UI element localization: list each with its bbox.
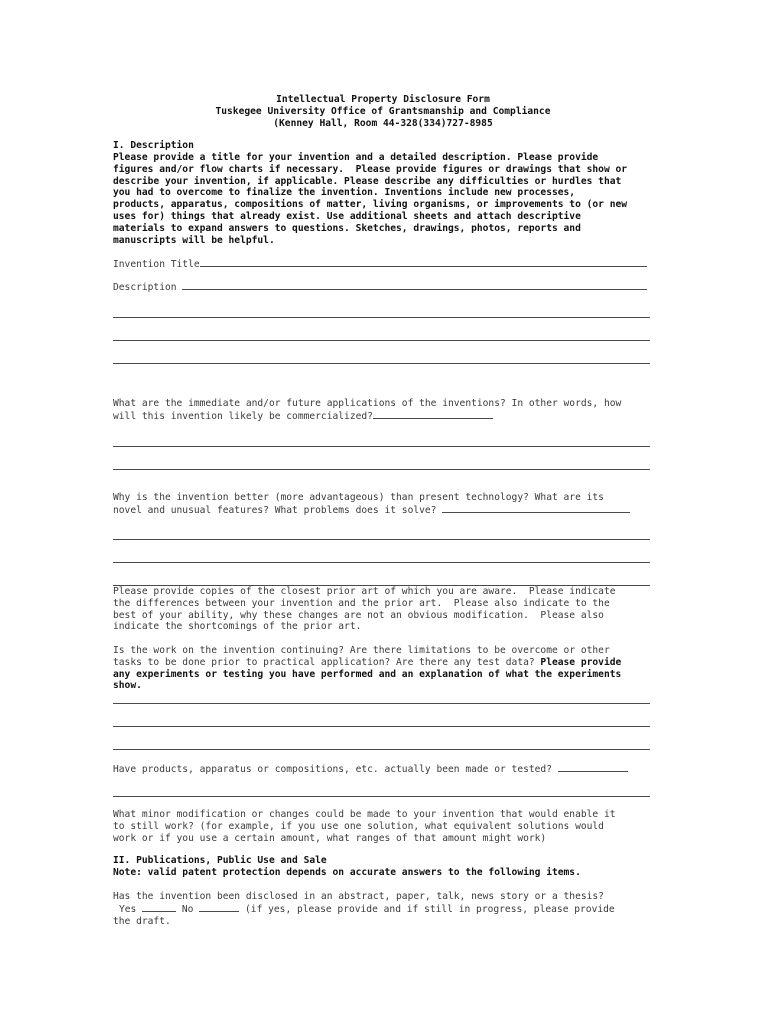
intro-line: uses for) things that already exist. Use additional sheets and attach descriptive (113, 210, 581, 222)
bold-text: Please provide (540, 656, 622, 668)
continuing-line[interactable] (113, 749, 650, 750)
yes-label: Yes (119, 903, 137, 915)
question-line: Has the invention been disclosed in an abstract, paper, talk, news story or a thesis? (113, 891, 604, 902)
question-line: the draft. (113, 915, 171, 927)
if-yes-note: (if yes, please provide and if still in progress, please provide (245, 903, 615, 915)
applications-question (113, 398, 653, 423)
text-line: best of your ability, why these changes are not an obvious modification. Please also (113, 609, 604, 621)
section-2-note: Note: valid patent protection depends on accurate answers to the following items. (113, 867, 581, 878)
advantages-question (113, 492, 653, 517)
minor-modification-question (113, 809, 653, 844)
intro-line: materials to expand answers to questions. Sketches, drawings, photos, reports and (113, 222, 581, 234)
yes-field[interactable] (142, 903, 176, 912)
disclosure-question (113, 891, 653, 927)
question-line: Is the work on the invention continuing? Are there limitations to be overcome or other (113, 645, 610, 656)
prior-art-text (113, 586, 653, 633)
text-line: Please provide copies of the closest prior art of which you are aware. Please indicate (113, 586, 616, 597)
intro-line: manuscripts will be helpful. (113, 234, 275, 246)
question-line: work or if you use a certain amount, what ranges of that amount might work) (113, 832, 547, 844)
made-tested-row (113, 763, 653, 776)
description-line[interactable] (113, 363, 650, 364)
description-row (113, 281, 653, 294)
question-line: novel and unusual features? What problems does it solve? (113, 504, 437, 516)
applications-field[interactable] (373, 410, 493, 419)
invention-title-row (113, 258, 653, 271)
question-line: What minor modification or changes could be made to your invention that would enable it (113, 809, 616, 820)
bold-text: any experiments or testing you have performed and an explanation of what the experiments (113, 668, 622, 680)
invention-title-field[interactable] (200, 258, 647, 267)
question-line: tasks to be done prior to practical application? Are there any test data? (113, 656, 541, 668)
applications-line[interactable] (113, 469, 650, 470)
intro-line: figures and/or flow charts if necessary. Please provide figures or drawings that show or (113, 163, 628, 175)
intro-line: products, apparatus, compositions of matter, living organisms, or improvements to (or new (113, 199, 628, 211)
question-line: Why is the invention better (more advantageous) than present technology? What are its (113, 492, 604, 503)
made-tested-line[interactable] (113, 796, 650, 797)
question-line: to still work? (for example, if you use one solution, what equivalent solutions would (113, 820, 604, 832)
text-line: indicate the shortcomings of the prior art. (113, 621, 362, 633)
advantages-field[interactable] (442, 504, 630, 513)
form-title: Intellectual Property Disclosure Form (276, 94, 490, 105)
description-line[interactable] (113, 340, 650, 341)
made-tested-field[interactable] (558, 763, 628, 772)
section-1-intro (113, 152, 653, 246)
office-name: Tuskegee University Office of Grantsmanship and Compliance (215, 106, 551, 117)
description-line[interactable] (113, 317, 650, 318)
bold-text: show. (113, 680, 142, 692)
question-line: What are the immediate and/or future applications of the inventions? In other words, how (113, 398, 622, 409)
intro-line: describe your invention, if applicable. Please describe any difficulties or hurdles that (113, 175, 622, 187)
intro-line: Please provide a title for your invention and a detailed description. Please provide (113, 152, 599, 163)
description-label: Description (113, 282, 177, 293)
advantages-line[interactable] (113, 562, 650, 563)
no-field[interactable] (199, 903, 239, 912)
continuing-line[interactable] (113, 703, 650, 704)
continuing-question (113, 645, 653, 692)
text-line: the differences between your invention and the prior art. Please also indicate to the (113, 597, 610, 609)
section-2-heading: II. Publications, Public Use and Sale (113, 855, 327, 866)
continuing-line[interactable] (113, 726, 650, 727)
description-field[interactable] (182, 281, 647, 290)
invention-title-label: Invention Title (113, 259, 200, 270)
office-address: (Kenney Hall, Room 44-328(334)727-8985 (273, 118, 493, 129)
section-1-heading: I. Description (113, 140, 194, 151)
made-tested-question: Have products, apparatus or compositions, etc. actually been made or tested? (113, 764, 552, 775)
intro-line: you had to overcome to finalize the invention. Inventions include new processes, (113, 187, 576, 199)
question-line: will this invention likely be commercialized? (113, 410, 373, 422)
applications-line[interactable] (113, 446, 650, 447)
no-label: No (181, 903, 194, 915)
advantages-line[interactable] (113, 539, 650, 540)
